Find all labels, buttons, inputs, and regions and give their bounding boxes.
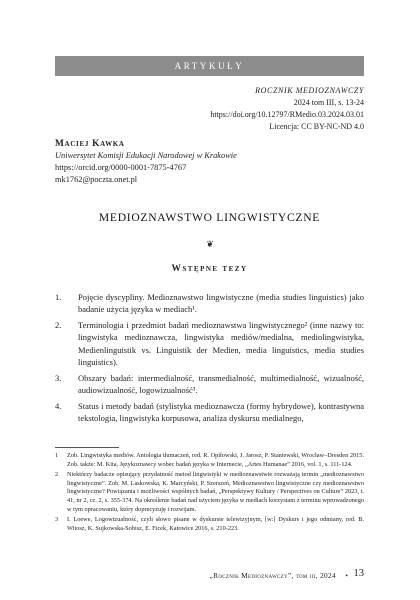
publication-meta	[210, 85, 364, 133]
footnote-number: 1	[55, 452, 59, 459]
list-item	[55, 372, 364, 397]
item-text: Terminologia i przedmiot badań medioznawstwa lingwistycznego² (inne nazwy to: lingwistyka medioznawcza, lingwistyka mediów/medialna, mediolingwistyka, Medienlinguistik vs. Linguistik der Medien, media linguistics, media studies linguistics).	[78, 320, 364, 367]
list-item	[55, 319, 364, 368]
item-text: Pojęcie dyscypliny. Medioznawstwo lingwistyczne (media studies linguistics) jako badanie użycia języka w mediach¹.	[78, 292, 364, 315]
footnote-text: I. Loewe, Logowizualność, czyli słowo pisane w dyskursie telewizyjnym, [w:] Dyskurs i jego odmiany, red. B. Witosz, K. Sujkowska-Sobisz, E. Ficek, Katowice 2016, s. 210-223.	[67, 516, 364, 532]
footnote-number: 2	[55, 471, 59, 479]
author-affiliation: Uniwersytet Komisji Edukacji Narodowej w Krakowie	[55, 151, 237, 160]
footer-separator: •	[345, 571, 348, 580]
list-item	[55, 400, 364, 425]
doi-link[interactable]: https://doi.org/10.12797/RMedio.03.2024.03.01	[210, 110, 364, 119]
theses-list	[55, 291, 364, 428]
fleuron-ornament-icon: ❦	[206, 239, 214, 249]
footnote-text: Niektórzy badacze opisujący przydatność metod lingwistyki w medioznawstwie rozważają termin „medioznawstwo lingwistyczne”. Zob. M. Laskowska, K. Marcyński, P. Szerszeń, Medioznawstwo lingwistyczne czy medioznawstwo lingwistyczne? Powiązania i możliwości wspólnych badań, „Perspektywy Kultury / Perspectives on Culture” 2023, t. 41, nr 2, cz. 2, s. 355-374. Na określenie badań nad użyciem języka w mediach korzystam z terminu wprowadzonego w tym opracowaniu, który doprecyzuję i rozwijam.	[67, 471, 364, 513]
footnote-divider	[55, 447, 119, 448]
item-number: 3.	[55, 372, 62, 383]
article-title: MEDIOZNAWSTWO LINGWISTYCZNE	[98, 211, 321, 224]
item-number: 2.	[55, 320, 62, 331]
footnote	[55, 471, 364, 514]
section-label: ARTYKUŁY	[55, 56, 364, 76]
footnote-number: 3	[55, 516, 59, 524]
item-text: Status i metody badań (stylistyka medioznawcza (formy hybrydowe), kontrastywna tekstologia, lingwistyka korpusowa, analiza dyskursu medialnego,	[78, 400, 364, 424]
footnote	[55, 516, 364, 533]
footnotes	[55, 452, 364, 535]
list-item	[55, 291, 364, 316]
running-footer: „Rocznik Medioznawczy”, tom iii, 2024	[209, 571, 336, 580]
item-text: Obszary badań: intermedialność, transmedialność, multimedialność, wizualność, audiowizualność, logowizualność³.	[78, 372, 364, 396]
author-block	[55, 138, 237, 186]
author-email[interactable]: mk1762@poczta.onet.pl	[55, 175, 138, 184]
author-name: Maciej Kawka	[55, 139, 125, 149]
page-number: 13	[353, 568, 364, 579]
section-subtitle: Wstępne tezy	[171, 264, 248, 274]
footnote-text: Zob. Lingwistyka mediów. Antologia tłumaczeń, red. R. Opiłowski, J. Jarosz, P. Staniewski, Wrocław–Dresden 2015. Zob. także: M. Kita, Językoznawcy wobec badań języka w Internecie, „Artes Humanae” 2016, vol. 1, s. 111-124.	[67, 452, 364, 468]
item-number: 1.	[55, 292, 62, 302]
footnote	[55, 452, 364, 469]
author-orcid[interactable]: https://orcid.org/0000-0001-7875-4767	[55, 163, 187, 172]
journal-name: ROCZNIK MEDIOZNAWCZY	[255, 86, 364, 95]
volume-info: 2024 tom III, s. 13-24	[293, 98, 364, 107]
license-info: Licencja: CC BY-NC-ND 4.0	[269, 122, 364, 131]
item-number: 4.	[55, 400, 62, 411]
